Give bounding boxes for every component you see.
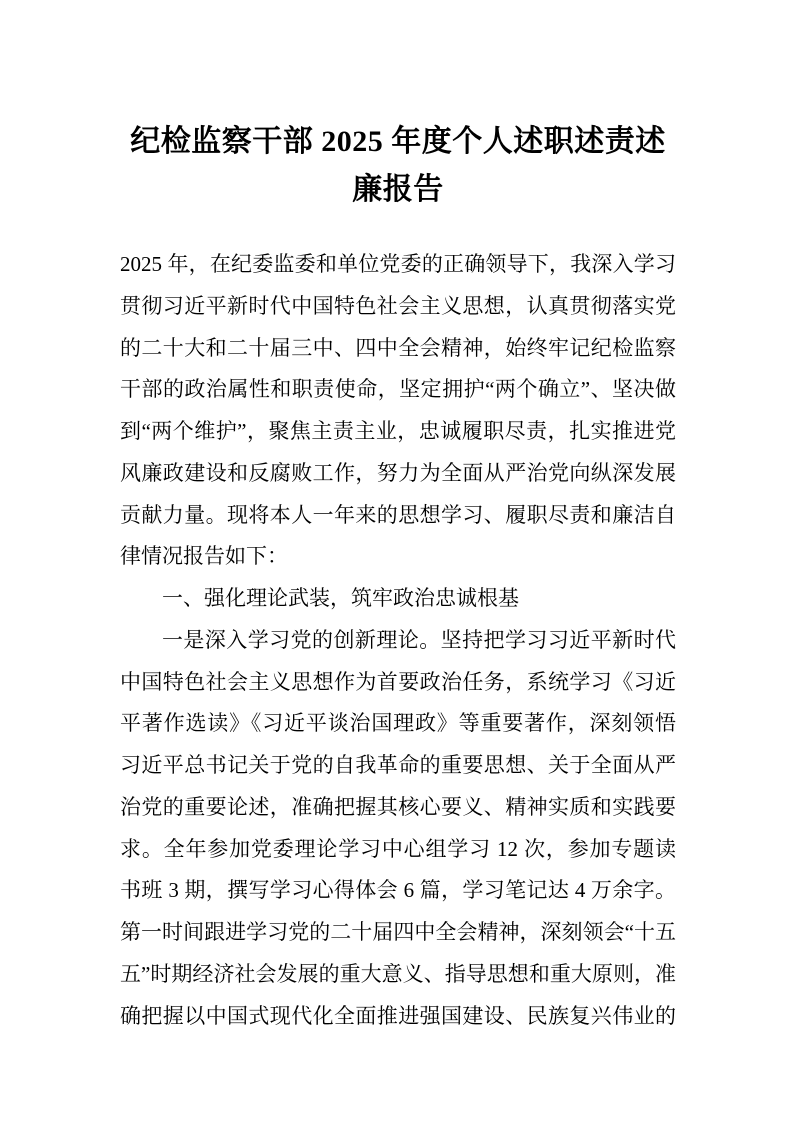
document-title: 纪检监察干部 2025 年度个人述职述责述廉报告 [130,125,666,206]
section-heading-1: 一、强化理论武装，筑牢政治忠诚根基 [162,586,519,610]
paragraph-section-1-body: 一是深入学习党的创新理论。坚持把学习习近平新时代中国特色社会主义思想作为首要政治任务，系统学习《习近平著作选读》《习近平谈治国理政》等重要著作，深刻领悟习近平总书记关于党的自我革命的重要思想、关于全面从严治党的重要论述，准确把握其核心要义、精神实质和实践要求。全年参加党委理论学习中心组学习 12 次，参加专题读书班 3 期，撰写学习心得体会 6 篇，学习笔记达 4 万余字。第一时间跟进学习党的二十届四中全会精神，深刻领会“十五五”时期经济社会发展的重大意义、指导思想和重大原则，准确把握以中国式现代化全面推进强国建设、民族复兴伟业的 [120,627,676,1028]
paragraph-intro: 2025 年，在纪委监委和单位党委的正确领导下，我深入学习贯彻习近平新时代中国特色社会主义思想，认真贯彻落实党的二十大和二十届三中、四中全会精神，始终牢记纪检监察干部的政治属性和职责使命，坚定拥护“两个确立”、坚决做到“两个维护”，聚焦主责主业，忠诚履职尽责，扎实推进党风廉政建设和反腐败工作，努力为全面从严治党向纵深发展贡献力量。现将本人一年来的思想学习、履职尽责和廉洁自律情况报告如下： [120,252,676,569]
